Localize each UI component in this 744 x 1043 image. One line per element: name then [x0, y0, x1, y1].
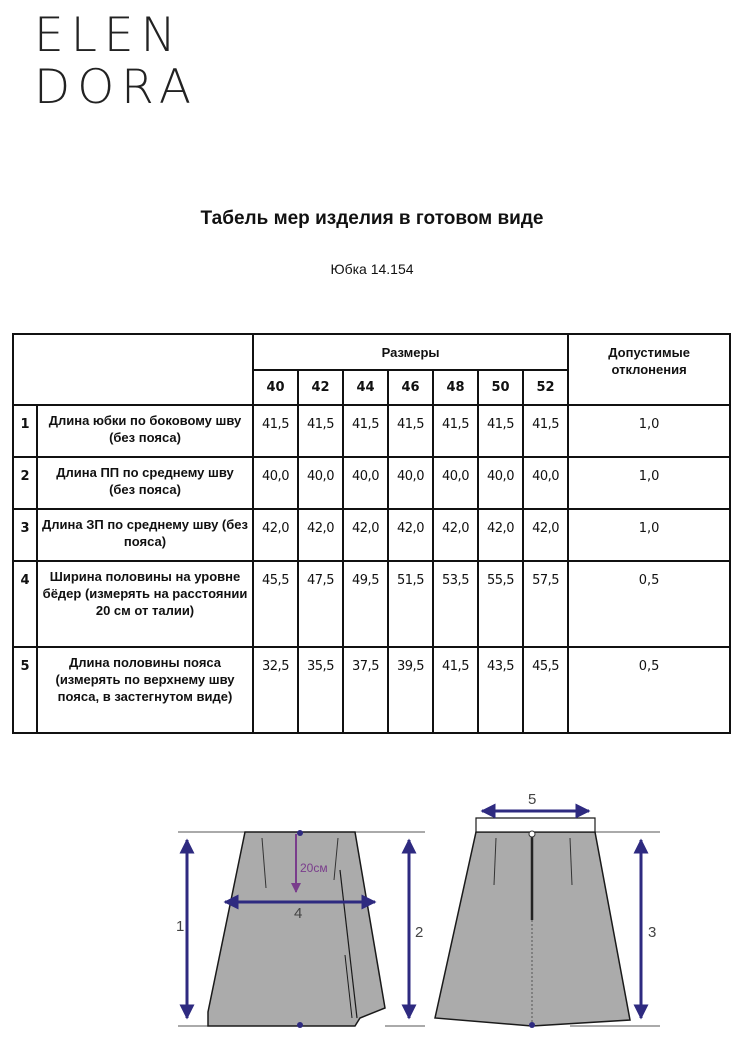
size-value-cell: 42,0 [523, 509, 568, 561]
size-value-cell: 37,5 [343, 647, 388, 733]
size-value-cell: 41,5 [478, 405, 523, 457]
table-row [13, 561, 730, 647]
back-waistband [476, 818, 595, 832]
brand-logo [34, 10, 198, 114]
table-row [13, 647, 730, 733]
size-value-cell: 39,5 [388, 647, 433, 733]
row-number: 1 [13, 405, 37, 457]
measurements-table [12, 333, 731, 734]
size-value-cell: 41,5 [253, 405, 298, 457]
size-header-cell: 44 [343, 370, 388, 405]
size-value-cell: 42,0 [478, 509, 523, 561]
size-value-cell: 45,5 [523, 647, 568, 733]
front-skirt-view [176, 830, 425, 1028]
size-value-cell: 41,5 [388, 405, 433, 457]
size-value-cell: 51,5 [388, 561, 433, 647]
size-value-cell: 35,5 [298, 647, 343, 733]
size-header-cell: 52 [523, 370, 568, 405]
row-number: 4 [13, 561, 37, 647]
size-value-cell: 53,5 [433, 561, 478, 647]
size-value-cell: 41,5 [433, 647, 478, 733]
size-value-cell: 43,5 [478, 647, 523, 733]
logo-line-1: ELEN [34, 8, 183, 63]
row-number: 2 [13, 457, 37, 509]
measure-label-4: 4 [294, 905, 303, 922]
row-number: 3 [13, 509, 37, 561]
hem-point-front [297, 1022, 303, 1028]
sizes-header: Размеры [253, 334, 568, 370]
measurement-name: Длина ПП по среднему шву (без пояса) [37, 457, 253, 509]
size-value-cell: 41,5 [343, 405, 388, 457]
product-subtitle: Юбка 14.154 [330, 261, 414, 277]
size-value-cell: 49,5 [343, 561, 388, 647]
tolerance-cell: 0,5 [568, 647, 730, 733]
measure-label-2: 2 [415, 924, 424, 941]
hip-offset-label: 20см [300, 861, 328, 875]
size-value-cell: 40,0 [433, 457, 478, 509]
size-value-cell: 40,0 [388, 457, 433, 509]
tolerance-cell: 1,0 [568, 405, 730, 457]
size-value-cell: 57,5 [523, 561, 568, 647]
size-value-cell: 41,5 [433, 405, 478, 457]
back-skirt-view [435, 791, 660, 1028]
size-header-cell: 42 [298, 370, 343, 405]
tolerance-cell: 0,5 [568, 561, 730, 647]
size-value-cell: 55,5 [478, 561, 523, 647]
table-row [13, 457, 730, 509]
table-body [13, 405, 730, 733]
measurement-name: Длина половины пояса (измерять по верхнему шву пояса, в застегнутом виде) [37, 647, 253, 733]
size-header-cell: 48 [433, 370, 478, 405]
size-value-cell: 41,5 [523, 405, 568, 457]
size-value-cell: 42,0 [298, 509, 343, 561]
size-value-cell: 40,0 [478, 457, 523, 509]
page-title: Табель мер изделия в готовом виде [200, 208, 544, 229]
size-value-cell: 47,5 [298, 561, 343, 647]
logo-line-2: DORA [34, 60, 199, 115]
measure-label-1: 1 [176, 918, 185, 935]
table-row [13, 405, 730, 457]
hem-point-back [529, 1022, 535, 1028]
size-value-cell: 40,0 [253, 457, 298, 509]
measurement-name: Длина юбки по боковому шву (без пояса) [37, 405, 253, 457]
waist-point [297, 830, 303, 836]
size-value-cell: 40,0 [343, 457, 388, 509]
size-value-cell: 42,0 [253, 509, 298, 561]
size-value-cell: 40,0 [523, 457, 568, 509]
table-row [13, 509, 730, 561]
measurement-name: Ширина половины на уровне бёдер (измерять на расстоянии 20 см от талии) [37, 561, 253, 647]
size-value-cell: 42,0 [343, 509, 388, 561]
size-header-cell: 50 [478, 370, 523, 405]
size-value-cell: 32,5 [253, 647, 298, 733]
tolerance-cell: 1,0 [568, 457, 730, 509]
size-value-cell: 42,0 [388, 509, 433, 561]
size-header-cell: 46 [388, 370, 433, 405]
tolerance-header: Допустимые отклонения [568, 334, 730, 405]
skirt-diagrams [0, 780, 744, 1043]
table-corner-cell [13, 334, 253, 405]
zipper-pull [529, 831, 535, 837]
measure-label-3: 3 [648, 924, 657, 941]
size-value-cell: 45,5 [253, 561, 298, 647]
measurement-name: Длина ЗП по среднему шву (без пояса) [37, 509, 253, 561]
size-value-cell: 40,0 [298, 457, 343, 509]
row-number: 5 [13, 647, 37, 733]
tolerance-cell: 1,0 [568, 509, 730, 561]
size-value-cell: 42,0 [433, 509, 478, 561]
measure-label-5: 5 [528, 791, 537, 808]
size-header-cell: 40 [253, 370, 298, 405]
size-value-cell: 41,5 [298, 405, 343, 457]
